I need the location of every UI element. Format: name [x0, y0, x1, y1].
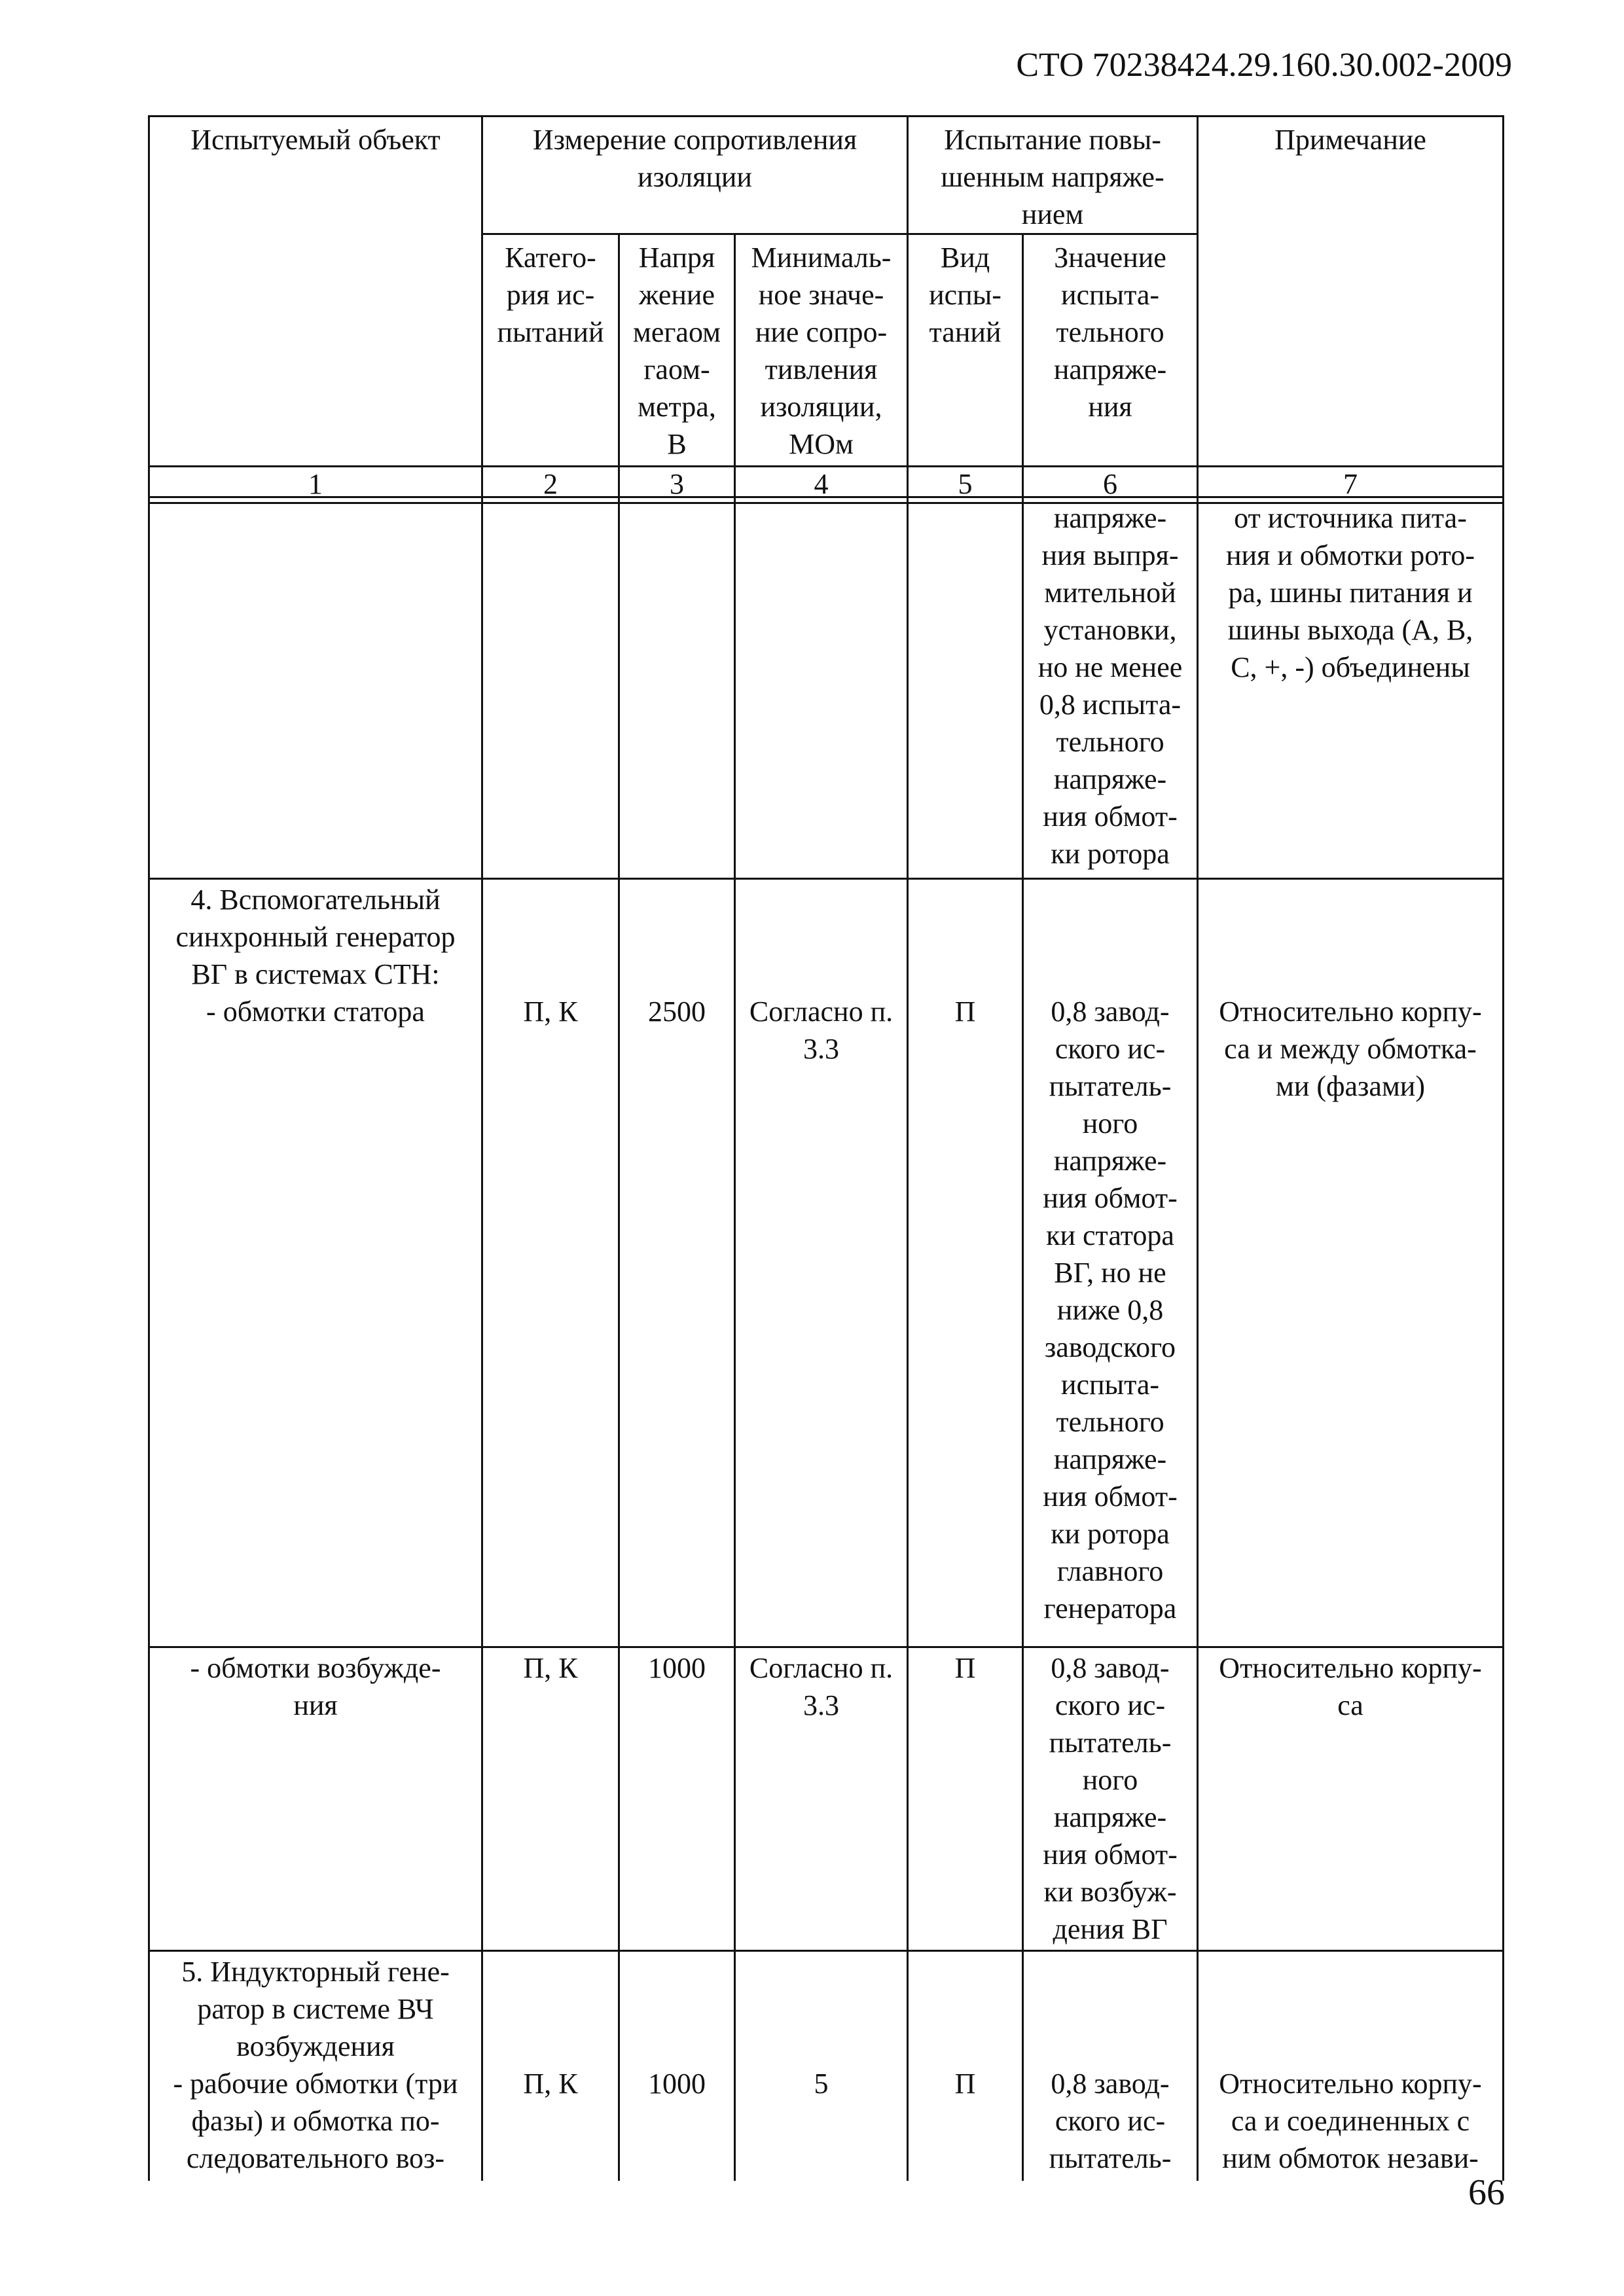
- column-number: 7: [1198, 467, 1504, 503]
- column-header-object: Испытуемый объект: [149, 117, 482, 467]
- cell-category: П, К: [482, 1951, 619, 2181]
- cell-test-kind: [908, 497, 1023, 879]
- cell-min-resistance: [735, 497, 908, 879]
- table-body: [148, 496, 1504, 2181]
- cell-test-voltage: 0,8 завод- ского ис- пытатель-: [1023, 1951, 1198, 2181]
- cell-category: [482, 497, 619, 879]
- column-number: 1: [149, 467, 482, 503]
- cell-megger-voltage: 1000: [619, 1951, 735, 2181]
- column-number: 3: [619, 467, 735, 503]
- column-number: 2: [482, 467, 619, 503]
- table-row: [149, 1647, 1504, 1951]
- cell-test-kind: П: [908, 1951, 1023, 2181]
- column-header-hv-test-group: Испытание повы- шенным напряже- нием: [908, 117, 1198, 234]
- table-header: [148, 115, 1504, 504]
- cell-megger-voltage: 1000: [619, 1647, 735, 1951]
- column-header-note: Примечание: [1198, 117, 1504, 467]
- column-header-min-resistance: Минималь- ное значе- ние сопро- тивления изоляции, МОм: [735, 234, 908, 467]
- cell-min-resistance: 5: [735, 1951, 908, 2181]
- cell-object: 4. Вспомогательный синхронный генератор ВГ в системах СТН: - обмотки статора: [149, 879, 482, 1647]
- column-number: 5: [908, 467, 1023, 503]
- column-header-test-voltage: Значение испыта- тельного напряже- ния: [1023, 234, 1198, 467]
- document-code: СТО 70238424.29.160.30.002-2009: [1016, 46, 1512, 84]
- cell-category: П, К: [482, 1647, 619, 1951]
- cell-category: П, К: [482, 879, 619, 1647]
- cell-min-resistance: Согласно п. 3.3: [735, 879, 908, 1647]
- cell-note: Относительно корпу- са: [1198, 1647, 1504, 1951]
- column-header-test-kind: Вид испы- таний: [908, 234, 1023, 467]
- cell-object: 5. Индукторный гене- ратор в системе ВЧ возбуждения - рабочие обмотки (три фазы) и обмотка по- следовательного воз-: [149, 1951, 482, 2181]
- table-row: [149, 1951, 1504, 2181]
- cell-min-resistance: Согласно п. 3.3: [735, 1647, 908, 1951]
- column-header-insulation-group: Измерение сопротивления изоляции: [482, 117, 908, 234]
- column-header-category: Катего- рия ис- пытаний: [482, 234, 619, 467]
- cell-note: от источника пита- ния и обмотки рото- ра, шины питания и шины выхода (А, В, С, +, -) объединены: [1198, 497, 1504, 879]
- cell-test-voltage: 0,8 завод- ского ис- пытатель- ного напряже- ния обмот- ки статора ВГ, но не ниже 0,8 заводского испыта- тельного напряже- ния обмот- ки ротора главного генератора: [1023, 879, 1198, 1647]
- table-row: [149, 879, 1504, 1647]
- cell-note: Относительно корпу- са и между обмотка- ми (фазами): [1198, 879, 1504, 1647]
- column-number: 4: [735, 467, 908, 503]
- table-row: [149, 497, 1504, 879]
- cell-test-voltage: 0,8 завод- ского ис- пытатель- ного напряже- ния обмот- ки возбуж- дения ВГ: [1023, 1647, 1198, 1951]
- column-number: 6: [1023, 467, 1198, 503]
- page-number: 66: [1468, 2172, 1505, 2213]
- cell-test-kind: П: [908, 1647, 1023, 1951]
- cell-object: - обмотки возбужде- ния: [149, 1647, 482, 1951]
- cell-object: [149, 497, 482, 879]
- cell-megger-voltage: 2500: [619, 879, 735, 1647]
- column-header-megger-voltage: Напря жение мегаом гаом- метра, В: [619, 234, 735, 467]
- cell-test-voltage: напряже- ния выпря- мительной установки, но не менее 0,8 испыта- тельного напряже- ния обмот- ки ротора: [1023, 497, 1198, 879]
- cell-megger-voltage: [619, 497, 735, 879]
- cell-note: Относительно корпу- са и соединенных с ним обмоток незави-: [1198, 1951, 1504, 2181]
- cell-test-kind: П: [908, 879, 1023, 1647]
